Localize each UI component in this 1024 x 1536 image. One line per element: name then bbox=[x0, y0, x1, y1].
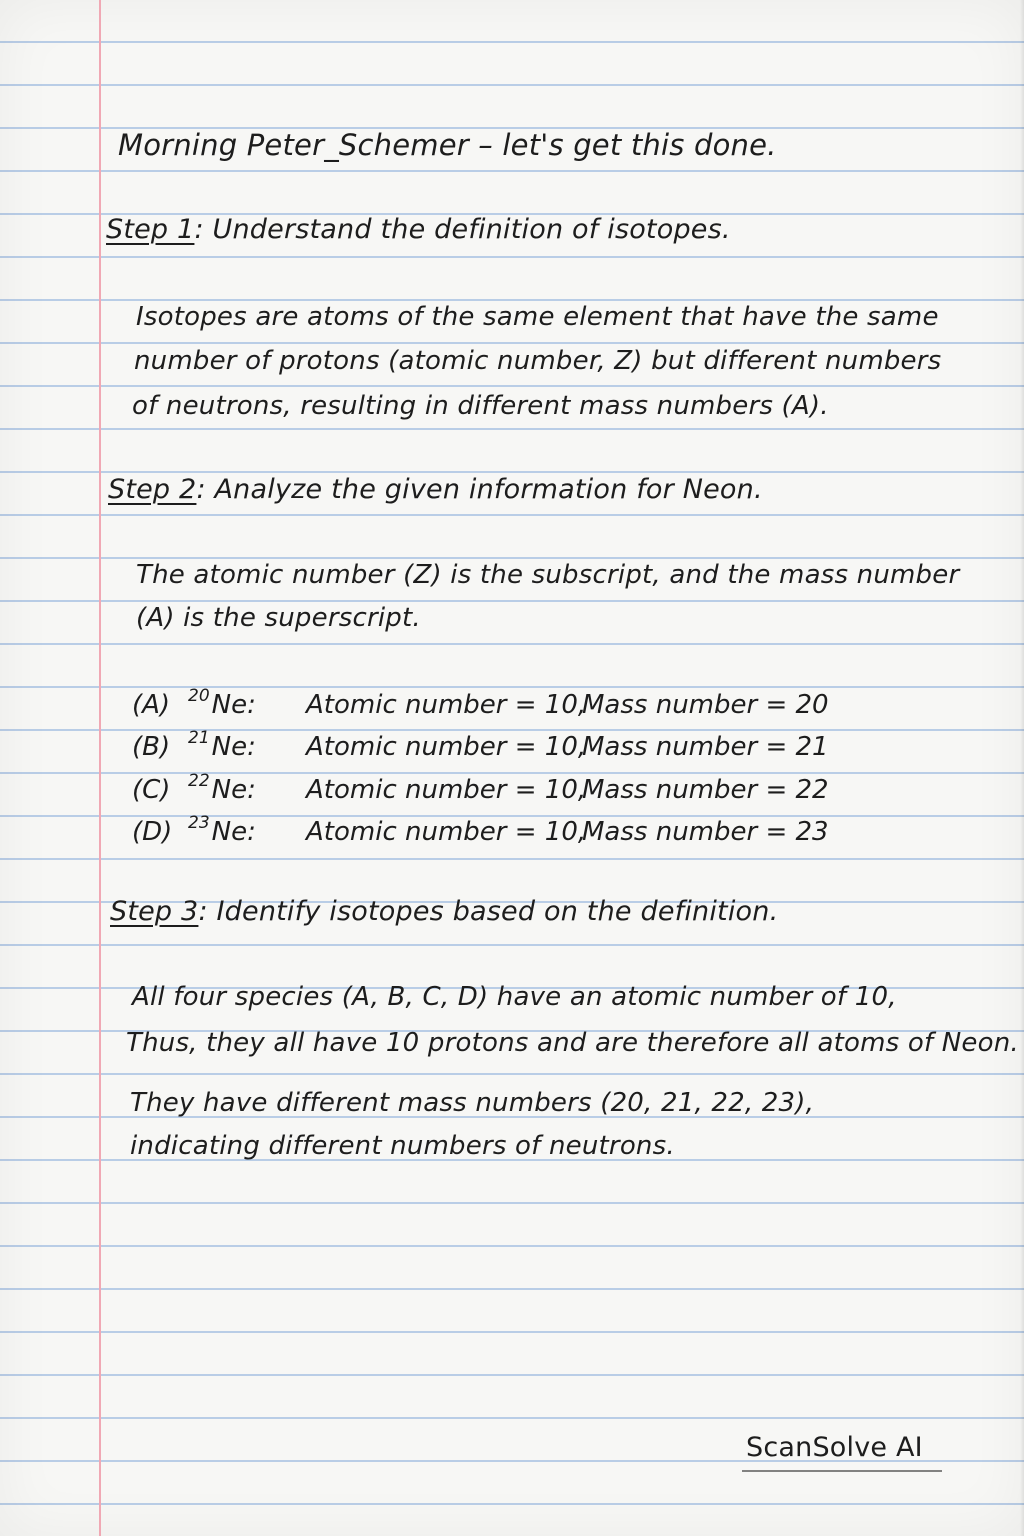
mass-number-text: Mass number = 23 bbox=[582, 817, 829, 847]
margin-line bbox=[99, 0, 101, 1536]
isotope-symbol bbox=[188, 771, 306, 805]
isotope-letter: (C) bbox=[132, 775, 171, 805]
step-1-line-2: number of protons (atomic number, Z) but different numbers bbox=[134, 346, 942, 376]
mass-superscript: 23 bbox=[188, 813, 210, 833]
step-2-title: : Analyze the given information for Neon. bbox=[196, 474, 763, 505]
signature-underline bbox=[742, 1470, 942, 1472]
step-3-line-2: Thus, they all have 10 protons and are therefore all atoms of Neon. bbox=[126, 1028, 1019, 1058]
mass-number-text: Mass number = 21 bbox=[582, 732, 829, 762]
isotope-letter: (D) bbox=[132, 817, 173, 847]
element-symbol: Ne: bbox=[211, 775, 256, 805]
mass-number-text: Mass number = 22 bbox=[582, 775, 829, 805]
element-symbol: Ne: bbox=[211, 732, 256, 762]
isotope-row-c bbox=[132, 771, 829, 805]
step-1-label: Step 1 bbox=[106, 214, 195, 245]
step-3-line-3: They have different mass numbers (20, 21, 22, 23), bbox=[130, 1088, 815, 1118]
element-symbol: Ne: bbox=[211, 690, 256, 720]
signature-text: ScanSolve AI bbox=[746, 1432, 923, 1463]
step-2-line-2: (A) is the superscript. bbox=[136, 603, 421, 633]
isotope-row-d bbox=[132, 813, 829, 847]
mass-superscript: 21 bbox=[188, 728, 210, 748]
isotope-symbol bbox=[188, 813, 306, 847]
greeting-line: Morning Peter_Schemer – let's get this done. bbox=[118, 128, 777, 162]
atomic-number-text: Atomic number = 10, bbox=[306, 690, 587, 720]
element-symbol: Ne: bbox=[211, 817, 256, 847]
step-1-line-1: Isotopes are atoms of the same element that have the same bbox=[136, 302, 939, 332]
step-3-title: : Identify isotopes based on the definition. bbox=[198, 896, 779, 927]
isotope-row-b bbox=[132, 728, 829, 762]
step-2-heading bbox=[108, 474, 763, 505]
step-1-heading bbox=[106, 214, 731, 245]
atomic-number-text: Atomic number = 10, bbox=[306, 817, 587, 847]
step-3-line-1: All four species (A, B, C, D) have an atomic number of 10, bbox=[132, 982, 897, 1012]
atomic-number-text: Atomic number = 10, bbox=[306, 732, 587, 762]
isotope-letter: (B) bbox=[132, 732, 171, 762]
isotope-symbol bbox=[188, 728, 306, 762]
mass-superscript: 20 bbox=[188, 686, 210, 706]
step-1-title: : Understand the definition of isotopes. bbox=[194, 214, 731, 245]
atomic-number-text: Atomic number = 10, bbox=[306, 775, 587, 805]
step-2-label: Step 2 bbox=[108, 474, 197, 505]
step-3-label: Step 3 bbox=[110, 896, 199, 927]
step-1-line-3: of neutrons, resulting in different mass numbers (A). bbox=[132, 391, 829, 421]
mass-superscript: 22 bbox=[188, 771, 210, 791]
isotope-symbol bbox=[188, 686, 306, 720]
step-3-heading bbox=[110, 896, 778, 927]
isotope-letter: (A) bbox=[132, 690, 171, 720]
page-edge-shadow bbox=[1020, 0, 1024, 1536]
isotope-row-a bbox=[132, 686, 829, 720]
step-2-line-1: The atomic number (Z) is the subscript, and the mass number bbox=[136, 560, 960, 590]
mass-number-text: Mass number = 20 bbox=[582, 690, 829, 720]
step-3-line-4: indicating different numbers of neutrons. bbox=[130, 1131, 675, 1161]
